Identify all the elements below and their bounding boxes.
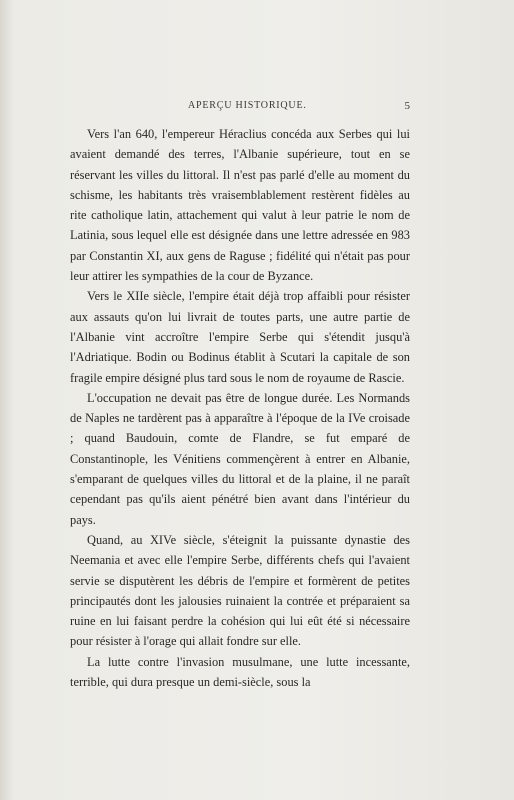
- page-header: [70, 100, 410, 116]
- running-head: APERÇU HISTORIQUE.: [188, 100, 307, 111]
- body-text: [70, 124, 410, 692]
- paragraph-heraclius: Vers l'an 640, l'empereur Héraclius concéda aux Serbes qui lui avaient demandé des terres, l'Albanie supérieure, tout en se réservant les villes du littoral. Il n'est pas parlé d'elle au moment du schisme, les habitants très vraisemblablement restèrent fidèles au rite catholique latin, attachement qui valut à leur patrie le nom de Latinia, sous lequel elle est désignée dans une lettre adressée en 983 par Constantin XI, aux gens de Raguse ; fidélité qui n'était pas pour leur attirer les sympathies de la cour de Byzance.: [70, 127, 410, 284]
- paragraph-neemania: Quand, au XIVe siècle, s'éteignit la puissante dynastie des Neemania et avec elle l'empire Serbe, différents chefs qui l'avaient servie se disputèrent les débris de l'empire et formèrent de petites principautés dont les jalousies ruinaient la contrée et préparaient sa ruine en lui faisant perdre la cohésion qui lui eût été si nécessaire pour résister à l'orage qui allait fondre sur elle.: [70, 532, 410, 649]
- paragraph-twelfth-century: Vers le XIIe siècle, l'empire était déjà trop affaibli pour résister aux assauts qu'on lui livrait de toutes parts, une autre partie de l'Albanie vint accroître l'empire Serbe qui s'étendit jusqu'à l'Adriatique. Bodin ou Bodinus établit à Scutari la capitale de son fragile empire désigné plus tard sous le nom de royaume de Rascie.: [70, 289, 410, 385]
- page-number: 5: [404, 100, 410, 112]
- paragraph-occupation: L'occupation ne devait pas être de longue durée. Les Normands de Naples ne tardèrent pas à apparaître à l'époque de la IVe croisade ; quand Baudouin, comte de Flandre, se fut emparé de Constantinople, les Vénitiens commençèrent à entrer en Albanie, s'emparant de quelques villes du littoral et de la plaine, il ne paraît cependant pas qu'ils aient pénétré bien avant dans l'intérieur du pays.: [70, 390, 410, 527]
- paragraph-muslim-invasion: La lutte contre l'invasion musulmane, une lutte incessante, terrible, qui dura presque un demi-siècle, sous la: [70, 654, 410, 690]
